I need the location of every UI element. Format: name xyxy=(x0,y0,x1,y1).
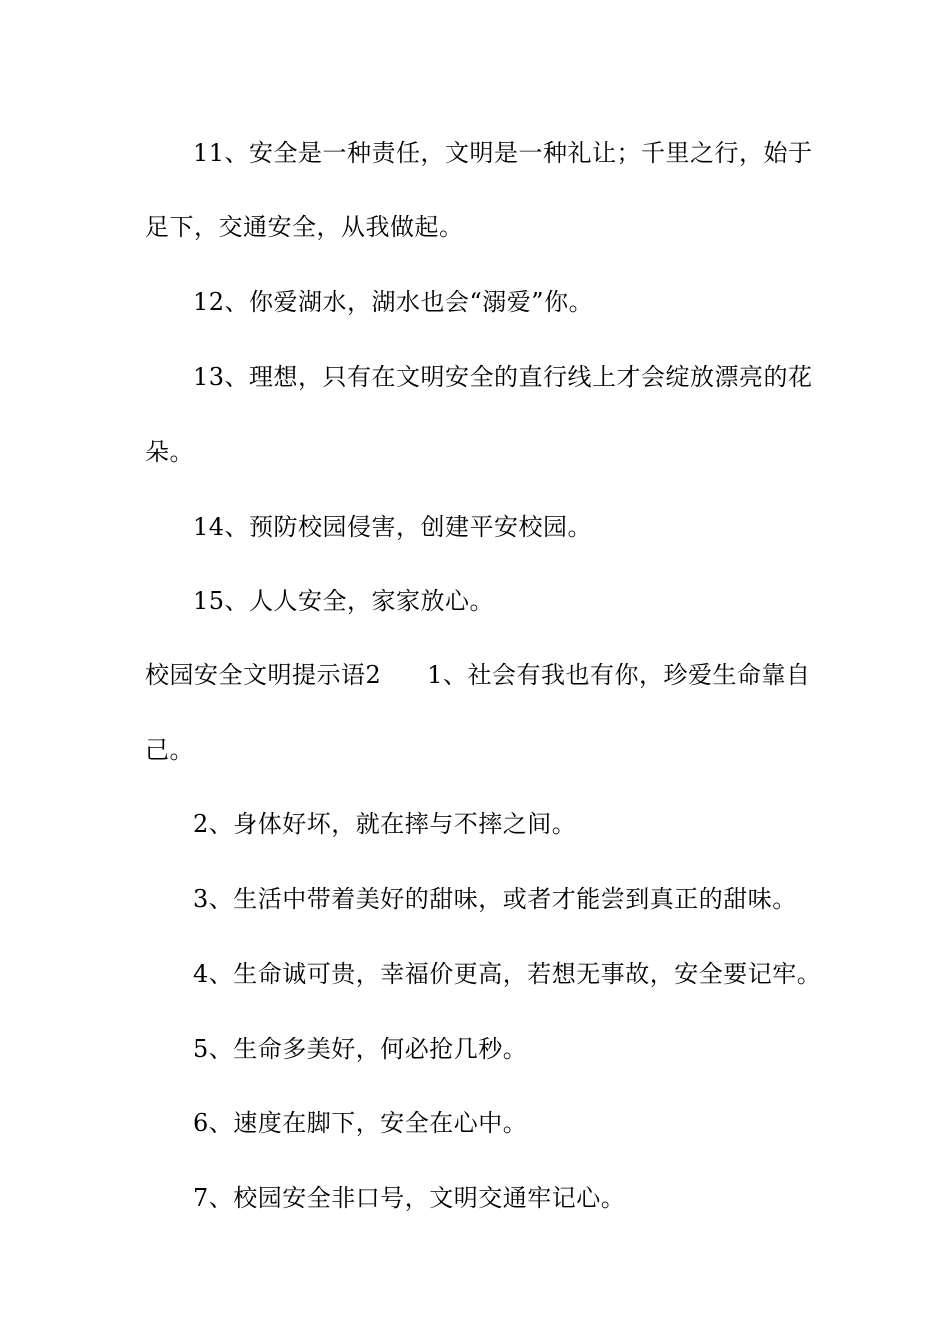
text-line-13a: 13、理想，只有在文明安全的直行线上才会绽放漂亮的花 xyxy=(193,363,813,391)
text-line-12: 12、你爱湖水，湖水也会“溺爱”你。 xyxy=(193,288,594,316)
text-line-15: 15、人人安全，家家放心。 xyxy=(193,587,495,615)
section-title: 校园安全文明提示语2 xyxy=(145,661,382,689)
text-line-5: 5、生命多美好，何必抢几秒。 xyxy=(193,1035,528,1063)
text-line-14: 14、预防校园侵害，创建平安校园。 xyxy=(193,513,593,541)
text-line-6: 6、速度在脚下，安全在心中。 xyxy=(193,1109,528,1137)
text-line-4: 4、生命诚可贵，幸福价更高，若想无事故，安全要记牢。 xyxy=(193,960,822,988)
section-first-item: 1、社会有我也有你，珍爱生命靠自 xyxy=(427,661,811,689)
text-line-11b: 足下，交通安全，从我做起。 xyxy=(145,213,464,241)
text-line-1b: 己。 xyxy=(145,736,194,764)
text-line-7: 7、校园安全非口号，文明交通牢记心。 xyxy=(193,1184,626,1212)
text-line-2: 2、身体好坏，就在摔与不摔之间。 xyxy=(193,810,577,838)
section-heading-line xyxy=(145,659,810,691)
text-line-11a: 11、安全是一种责任，文明是一种礼让；千里之行，始于 xyxy=(193,139,813,167)
text-line-13b: 朵。 xyxy=(145,438,194,466)
text-line-3: 3、生活中带着美好的甜味，或者才能尝到真正的甜味。 xyxy=(193,885,797,913)
